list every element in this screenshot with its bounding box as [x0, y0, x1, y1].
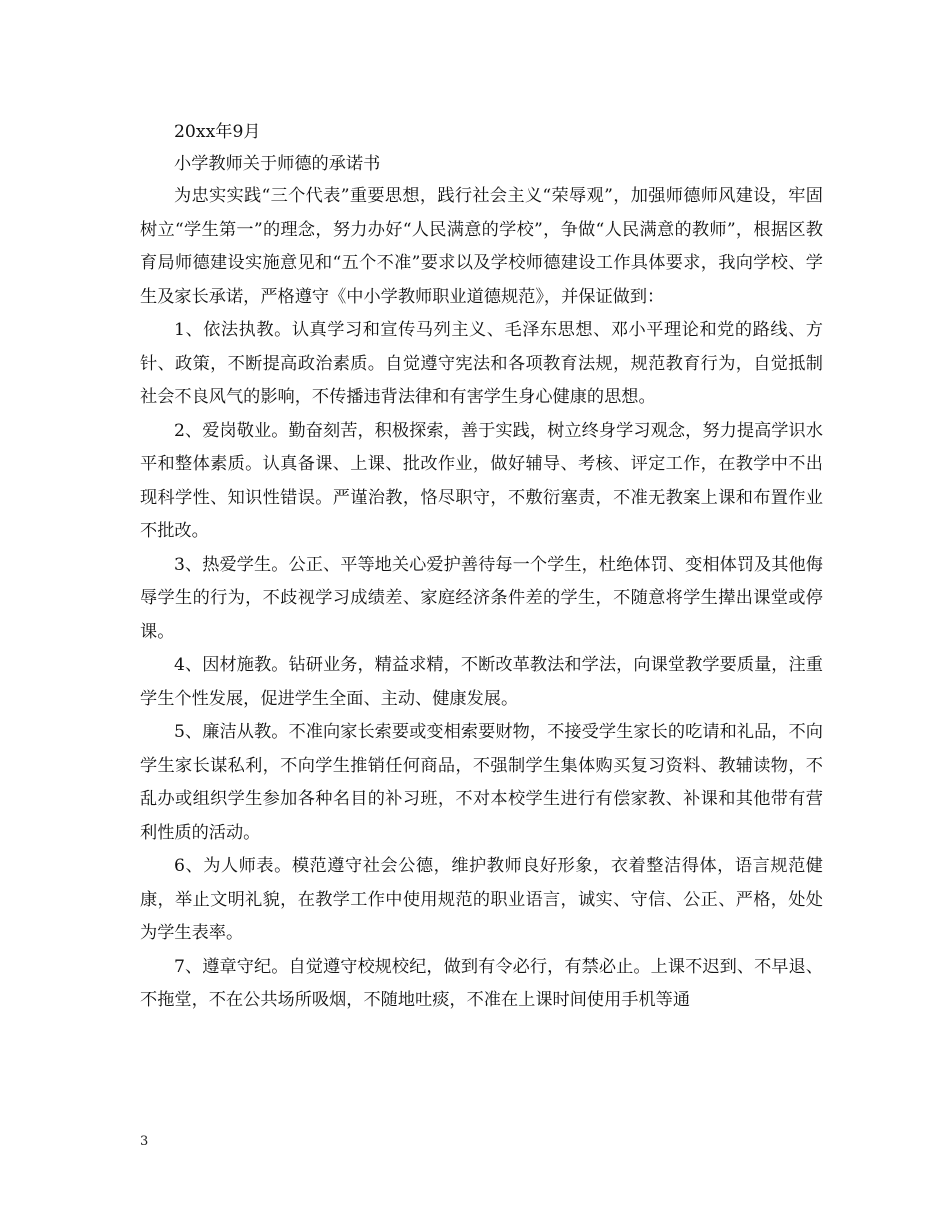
paragraph-item-7: 7、遵章守纪。自觉遵守校规校纪，做到有令必行，有禁必止。上课不迟到、不早退、不拖堂，不在公共场所吸烟，不随地吐痰，不准在上课时间使用手机等通	[140, 956, 823, 1010]
document-body	[140, 116, 823, 1018]
paragraph-item-1: 1、依法执教。认真学习和宣传马列主义、毛泽东思想、邓小平理论和党的路线、方针、政策，不断提高政治素质。自觉遵守宪法和各项教育法规，规范教育行为，自觉抵制社会不良风气的影响，不传播违背法律和有害学生身心健康的思想。	[140, 320, 823, 407]
document-date: 20xx年9月	[174, 122, 261, 142]
paragraph-item-5: 5、廉洁从教。不准向家长索要或变相索要财物，不接受学生家长的吃请和礼品，不向学生家长谋私利，不向学生推销任何商品，不强制学生集体购买复习资料、教辅读物，不乱办或组织学生参加各种名目的补习班，不对本校学生进行有偿家教、补课和其他带有营利性质的活动。	[140, 722, 823, 843]
paragraph-item-6: 6、为人师表。模范遵守社会公德，维护教师良好形象，衣着整洁得体，语言规范健康，举止文明礼貌，在教学工作中使用规范的职业语言，诚实、守信、公正、严格，处处为学生表率。	[140, 856, 823, 943]
paragraph-intro: 为忠实实践“三个代表”重要思想，践行社会主义“荣辱观”，加强师德师风建设，牢固树立“学生第一”的理念，努力办好“人民满意的学校”，争做“人民满意的教师”，根据区教育局师德建设实施意见和“五个不准”要求以及学校师德建设工作具体要求，我向学校、学生及家长承诺，严格遵守《中小学教师职业道德规范》，并保证做到：	[140, 186, 823, 307]
document-title: 小学教师关于师德的承诺书	[174, 154, 381, 174]
paragraph-item-2: 2、爱岗敬业。勤奋刻苦，积极探索，善于实践，树立终身学习观念，努力提高学识水平和整体素质。认真备课、上课、批改作业，做好辅导、考核、评定工作，在教学中不出现科学性、知识性错误。严谨治教，恪尽职守，不敷衍塞责，不准无教案上课和布置作业不批改。	[140, 420, 823, 541]
paragraph-item-4: 4、因材施教。钻研业务，精益求精，不断改革教法和学法，向课堂教学要质量，注重学生个性发展，促进学生全面、主动、健康发展。	[140, 655, 823, 709]
page-number: 3	[140, 1134, 149, 1149]
paragraph-item-3: 3、热爱学生。公正、平等地关心爱护善待每一个学生，杜绝体罚、变相体罚及其他侮辱学生的行为，不歧视学习成绩差、家庭经济条件差的学生，不随意将学生撵出课堂或停课。	[140, 554, 823, 642]
